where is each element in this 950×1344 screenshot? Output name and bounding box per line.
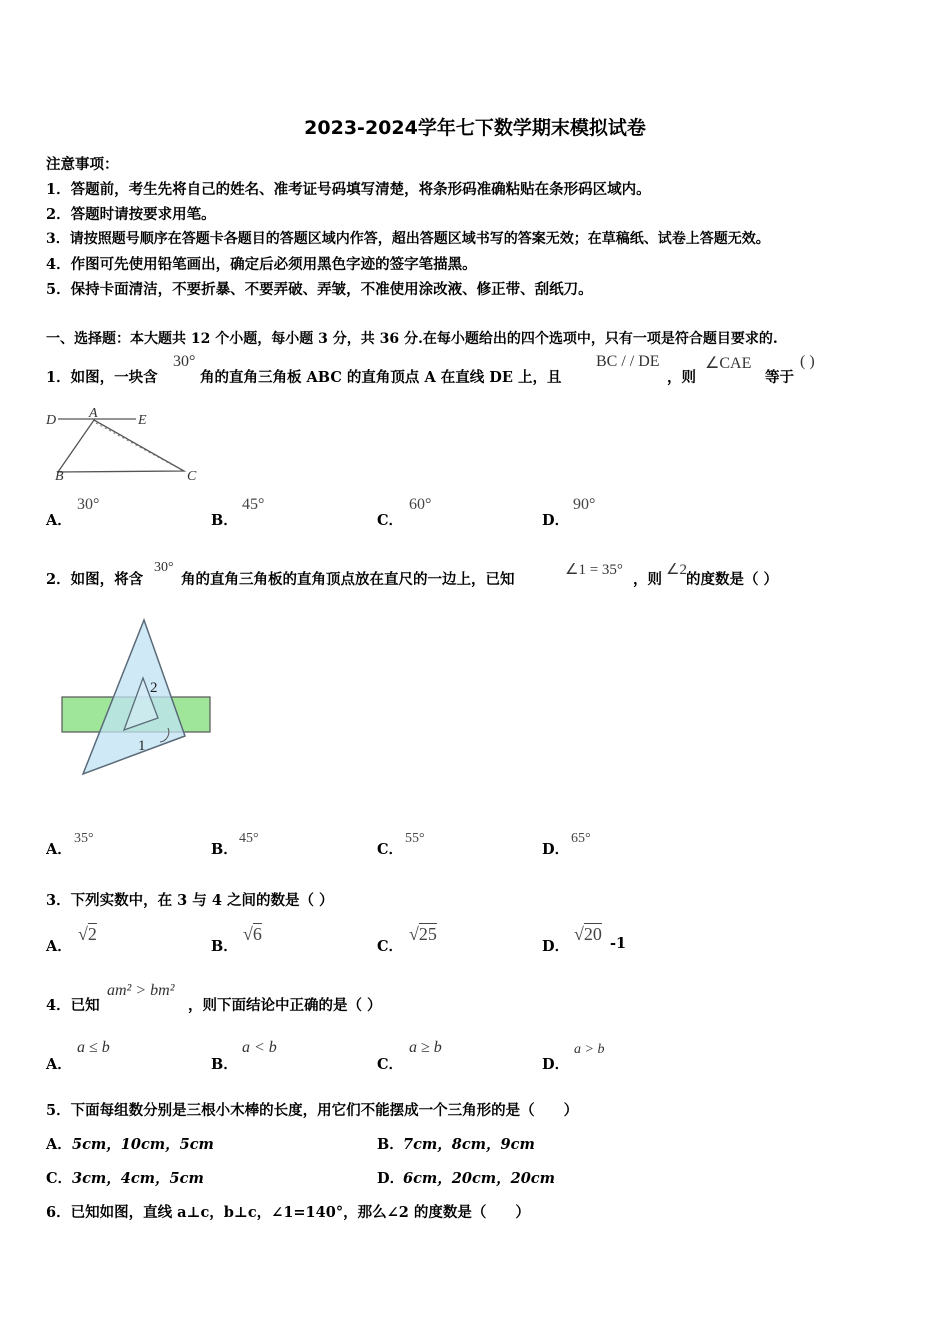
q1-option-d-label[interactable]: D．: [542, 512, 570, 529]
q1-figure: [44, 400, 209, 488]
q4-option-b-value: a < b: [242, 1039, 277, 1056]
q4-option-d-value: a > b: [574, 1042, 605, 1057]
q2-angle: 30°: [154, 560, 174, 575]
q5-text: 5．下面每组数分别是三根小木棒的长度，用它们不能摆成一个三角形的是（ ）: [46, 1102, 579, 1119]
q3-option-c-label[interactable]: C．: [377, 938, 404, 955]
q4-suffix: ，则下面结论中正确的是（ ）: [188, 997, 382, 1014]
q3-option-c-radicand: 25: [418, 924, 437, 944]
notice-3: 3．请按照题号顺序在答题卡各题目的答题区域内作答，超出答题区域书写的答案无效；在草稿纸、试卷上答题无效。: [46, 231, 770, 247]
q3-text: 3．下列实数中，在 3 与 4 之间的数是（ ）: [46, 892, 334, 909]
q4-option-a-value: a ≤ b: [77, 1039, 110, 1056]
q2-option-d-label[interactable]: D．: [542, 841, 570, 858]
triangle-abc: [58, 420, 184, 472]
notice-heading: 注意事项：: [46, 156, 119, 173]
q3-option-d-radicand: 20: [583, 924, 602, 944]
q2-option-b-value: 45°: [239, 831, 259, 846]
q2-target-angle: ∠2: [666, 562, 687, 578]
q4-option-c-value: a ≥ b: [409, 1039, 442, 1056]
q2-then: ，则: [633, 571, 662, 588]
q4-expression: am² > bm²: [107, 982, 175, 999]
q1-option-c-value: 60°: [409, 496, 432, 513]
q1-suffix: 等于: [765, 369, 794, 386]
q2-option-a-label[interactable]: A．: [46, 841, 72, 858]
q5-option-b-value: 7cm，8cm，9cm: [403, 1136, 535, 1153]
q1-angle: 30°: [173, 353, 196, 370]
q1-then: ，则: [667, 369, 696, 386]
section-heading: 一、选择题：本大题共 12 个小题，每小题 3 分，共 36 分.在每小题给出的四个选项中，只有一项是符合题目要求的.: [46, 331, 778, 347]
q1-parallel: BC / / DE: [596, 353, 660, 370]
q1-option-c-label[interactable]: C．: [377, 512, 404, 529]
q3-option-d-radical: √20: [574, 924, 602, 944]
notice-4: 4．作图可先使用铅笔画出，确定后必须用黑色字迹的签字笔描黑。: [46, 256, 477, 273]
q2-option-a-value: 35°: [74, 831, 94, 846]
q2-mid: 角的直角三角板的直角顶点放在直尺的一边上，已知: [181, 571, 515, 588]
q3-option-a-radical: √2: [78, 924, 97, 944]
q1-target-angle: ∠CAE: [705, 355, 752, 372]
q3-option-a-label[interactable]: A．: [46, 938, 72, 955]
q5-option-a-value: 5cm，10cm，5cm: [72, 1136, 214, 1153]
q1-blank: ( ): [800, 353, 815, 370]
q5-option-d-label[interactable]: D．: [377, 1170, 405, 1187]
q4-option-c-label[interactable]: C．: [377, 1056, 404, 1073]
q2-option-c-value: 55°: [405, 831, 425, 846]
q3-option-b-radical: √6: [243, 924, 262, 944]
q1-option-b-value: 45°: [242, 496, 265, 513]
q2-prefix: 2．如图，将含: [46, 571, 144, 588]
q1-option-d-value: 90°: [573, 496, 596, 513]
q1-mid: 角的直角三角板 ABC 的直角顶点 A 在直线 DE 上，且: [200, 369, 562, 386]
q2-option-d-value: 65°: [571, 831, 591, 846]
q1-prefix: 1．如图，一块含: [46, 369, 158, 386]
q3-option-d-tail: -1: [610, 935, 627, 952]
angle-2-label: 2: [150, 680, 158, 696]
q2-suffix: 的度数是（ ）: [686, 571, 779, 588]
q2-figure: [60, 614, 215, 779]
q5-option-d-value: 6cm，20cm，20cm: [403, 1170, 555, 1187]
notice-5: 5．保持卡面清洁，不要折暴、不要弄破、弄皱，不准使用涂改液、修正带、刮纸刀。: [46, 281, 593, 298]
q3-option-b-radicand: 6: [252, 924, 262, 944]
q3-option-a-radicand: 2: [87, 924, 97, 944]
q4-prefix: 4．已知: [46, 997, 100, 1014]
q4-option-a-label[interactable]: A．: [46, 1056, 72, 1073]
point-a-label: A: [89, 406, 98, 421]
q1-option-a-value: 30°: [77, 496, 100, 513]
q1-option-a-label[interactable]: A．: [46, 512, 72, 529]
q2-option-b-label[interactable]: B．: [211, 841, 238, 858]
q6-text: 6．已知如图，直线 a⊥c，b⊥c，∠1=140°，那么∠2 的度数是（ ）: [46, 1204, 530, 1221]
q5-option-a-label[interactable]: A．: [46, 1136, 72, 1153]
angle-1-label: 1: [138, 738, 146, 754]
q2-given: ∠1 = 35°: [565, 562, 623, 578]
q5-option-b-label[interactable]: B．: [377, 1136, 404, 1153]
q4-option-b-label[interactable]: B．: [211, 1056, 238, 1073]
notice-1: 1．答题前，考生先将自己的姓名、准考证号码填写清楚，将条形码准确粘贴在条形码区域内。: [46, 181, 651, 198]
point-e-label: E: [138, 413, 147, 428]
q5-option-c-label[interactable]: C．: [46, 1170, 73, 1187]
point-d-label: D: [46, 413, 57, 428]
q4-option-d-label[interactable]: D．: [542, 1056, 570, 1073]
point-c-label: C: [187, 469, 197, 484]
notice-2: 2．答题时请按要求用笔。: [46, 206, 216, 223]
page-title: 2023-2024学年七下数学期末模拟试卷: [304, 117, 646, 139]
q3-option-b-label[interactable]: B．: [211, 938, 238, 955]
q1-option-b-label[interactable]: B．: [211, 512, 238, 529]
q3-option-d-label[interactable]: D．: [542, 938, 570, 955]
q2-option-c-label[interactable]: C．: [377, 841, 404, 858]
q3-option-c-radical: √25: [409, 924, 437, 944]
q5-option-c-value: 3cm，4cm，5cm: [72, 1170, 204, 1187]
point-b-label: B: [55, 469, 64, 484]
